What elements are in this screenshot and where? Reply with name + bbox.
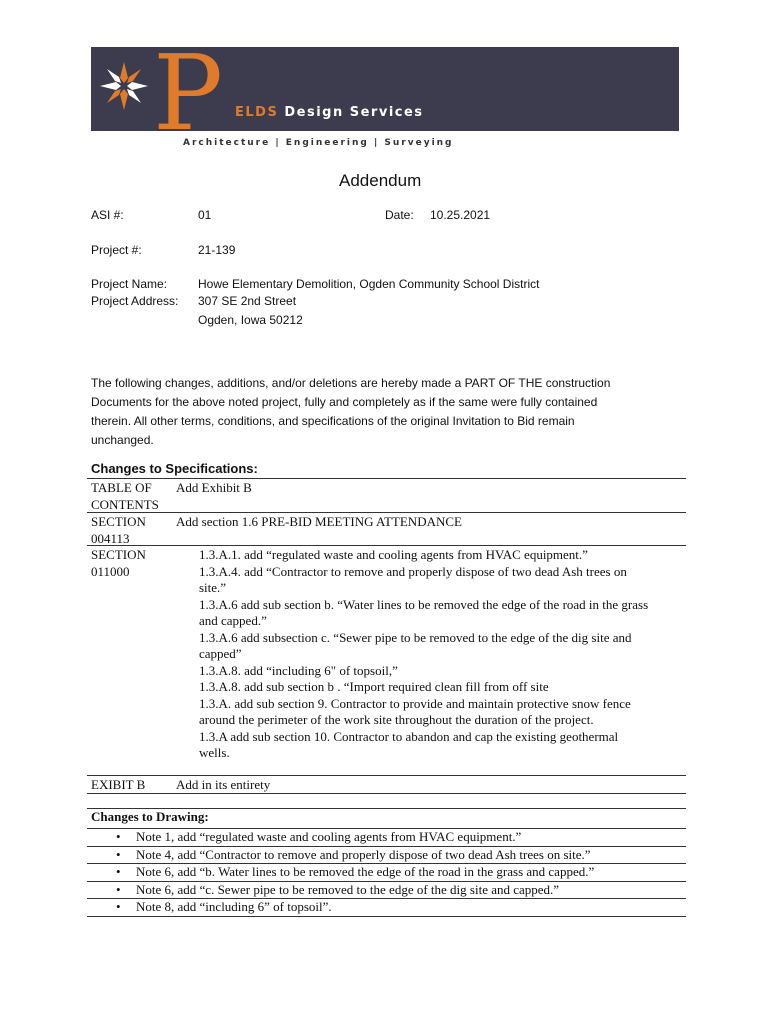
- bullet-icon: •: [116, 899, 121, 914]
- table-divider: [87, 793, 686, 794]
- spec-line: 1.3.A.6 add sub section b. “Water lines to be removed the edge of the road in the grass: [199, 596, 649, 612]
- project-number-label: Project #:: [91, 243, 142, 257]
- intro-paragraph: [91, 374, 671, 450]
- list-item: [91, 847, 686, 865]
- spec-label-line: 011000: [91, 563, 130, 579]
- page-title: Addendum: [339, 171, 422, 190]
- project-name-label: Project Name:: [91, 277, 168, 291]
- spec-row-text: Add in its entirety: [176, 777, 271, 792]
- logo-letter-p: P: [153, 32, 223, 154]
- logo-tagline: Architecture | Engineering | Surveying: [183, 138, 454, 148]
- intro-line: The following changes, additions, and/or deletions are hereby made a PART OF THE construction: [91, 376, 611, 390]
- spec-row-label: [91, 777, 171, 794]
- drawing-change-text: Note 8, add “including 6” of topsoil”.: [136, 899, 332, 914]
- project-number-value: 21-139: [198, 243, 236, 257]
- spec-label-line: EXIBIT B: [91, 777, 146, 792]
- date-label: Date:: [385, 208, 414, 222]
- spec-line: 1.3.A add sub section 10. Contractor to abandon and cap the existing geothermal: [199, 728, 619, 744]
- list-item: [91, 899, 686, 917]
- project-address-label: Project Address:: [91, 294, 179, 308]
- table-divider: [87, 545, 686, 546]
- bullet-icon: •: [116, 864, 121, 879]
- table-divider: [87, 775, 686, 776]
- spec-label-line: CONTENTS: [91, 496, 159, 512]
- address-line-1: 307 SE 2nd Street: [198, 294, 297, 308]
- list-item: [91, 829, 686, 847]
- bullet-icon: •: [116, 846, 121, 862]
- table-divider: [87, 478, 686, 479]
- spec-row-label: [91, 514, 171, 547]
- spec-section-011000-lines: [199, 547, 681, 762]
- spec-line: 1.3.A.8. add sub section b . “Import required clean fill from off site: [199, 679, 549, 694]
- spec-label-line: 004113: [91, 530, 130, 546]
- specs-heading: Changes to Specifications:: [91, 461, 258, 476]
- spec-line: capped”: [199, 646, 242, 661]
- spec-line: 1.3.A.8. add “including 6" of topsoil,”: [199, 662, 398, 678]
- drawing-change-text: Note 4, add “Contractor to remove and properly dispose of two dead Ash trees on site.”: [136, 846, 591, 862]
- asi-value: 01: [198, 208, 212, 222]
- list-item: [91, 864, 686, 882]
- intro-line: unchanged.: [91, 433, 154, 447]
- star-logo-icon: [99, 61, 149, 111]
- spec-row-label: [91, 547, 171, 580]
- logo-brand-orange: ELDS: [235, 105, 279, 120]
- drawings-heading: Changes to Drawing:: [91, 809, 209, 824]
- table-divider: [87, 512, 686, 513]
- drawing-change-text: Note 6, add “c. Sewer pipe to be removed to the edge of the dig site and capped.”: [136, 881, 560, 897]
- list-item: [91, 882, 686, 900]
- spec-row-label: [91, 480, 171, 513]
- bullet-icon: •: [116, 829, 121, 844]
- asi-label: ASI #:: [91, 208, 124, 222]
- logo-brand-white: Design Services: [284, 105, 424, 120]
- spec-row-text: Add Exhibit B: [176, 480, 252, 495]
- intro-line: Documents for the above noted project, fully and completely as if the same were fully contained: [91, 395, 598, 409]
- spec-line: 1.3.A.1. add “regulated waste and cooling agents from HVAC equipment.”: [199, 547, 588, 562]
- spec-line: and capped.”: [199, 613, 267, 628]
- date-value: 10.25.2021: [430, 208, 491, 222]
- spec-line: 1.3.A. add sub section 9. Contractor to provide and maintain protective snow fence: [199, 695, 631, 711]
- drawing-change-text: Note 1, add “regulated waste and cooling agents from HVAC equipment.”: [136, 829, 522, 844]
- drawing-change-text: Note 6, add “b. Water lines to be removed the edge of the road in the grass and capped.”: [136, 864, 595, 879]
- project-name-value: Howe Elementary Demolition, Ogden Community School District: [198, 277, 540, 291]
- spec-line: 1.3.A.4. add “Contractor to remove and properly dispose of two dead Ash trees on: [199, 563, 627, 579]
- spec-line: 1.3.A.6 add subsection c. “Sewer pipe to be removed to the edge of the dig site and: [199, 629, 632, 645]
- logo-brand-name: [235, 105, 424, 120]
- spec-label-line: TABLE OF: [91, 480, 152, 495]
- spec-row-text: Add section 1.6 PRE-BID MEETING ATTENDANCE: [176, 514, 462, 529]
- spec-line: site.”: [199, 580, 227, 595]
- spec-line: wells.: [199, 745, 230, 760]
- spec-line: around the perimeter of the work site throughout the duration of the project.: [199, 712, 594, 727]
- bullet-icon: •: [116, 881, 121, 897]
- address-line-2: Ogden, Iowa 50212: [198, 313, 303, 327]
- drawings-list: [91, 829, 686, 917]
- spec-label-line: SECTION: [91, 514, 146, 529]
- spec-label-line: SECTION: [91, 547, 146, 562]
- row-divider: [87, 916, 686, 917]
- intro-line: therein. All other terms, conditions, and specifications of the original Invitation to Bid remain: [91, 414, 575, 428]
